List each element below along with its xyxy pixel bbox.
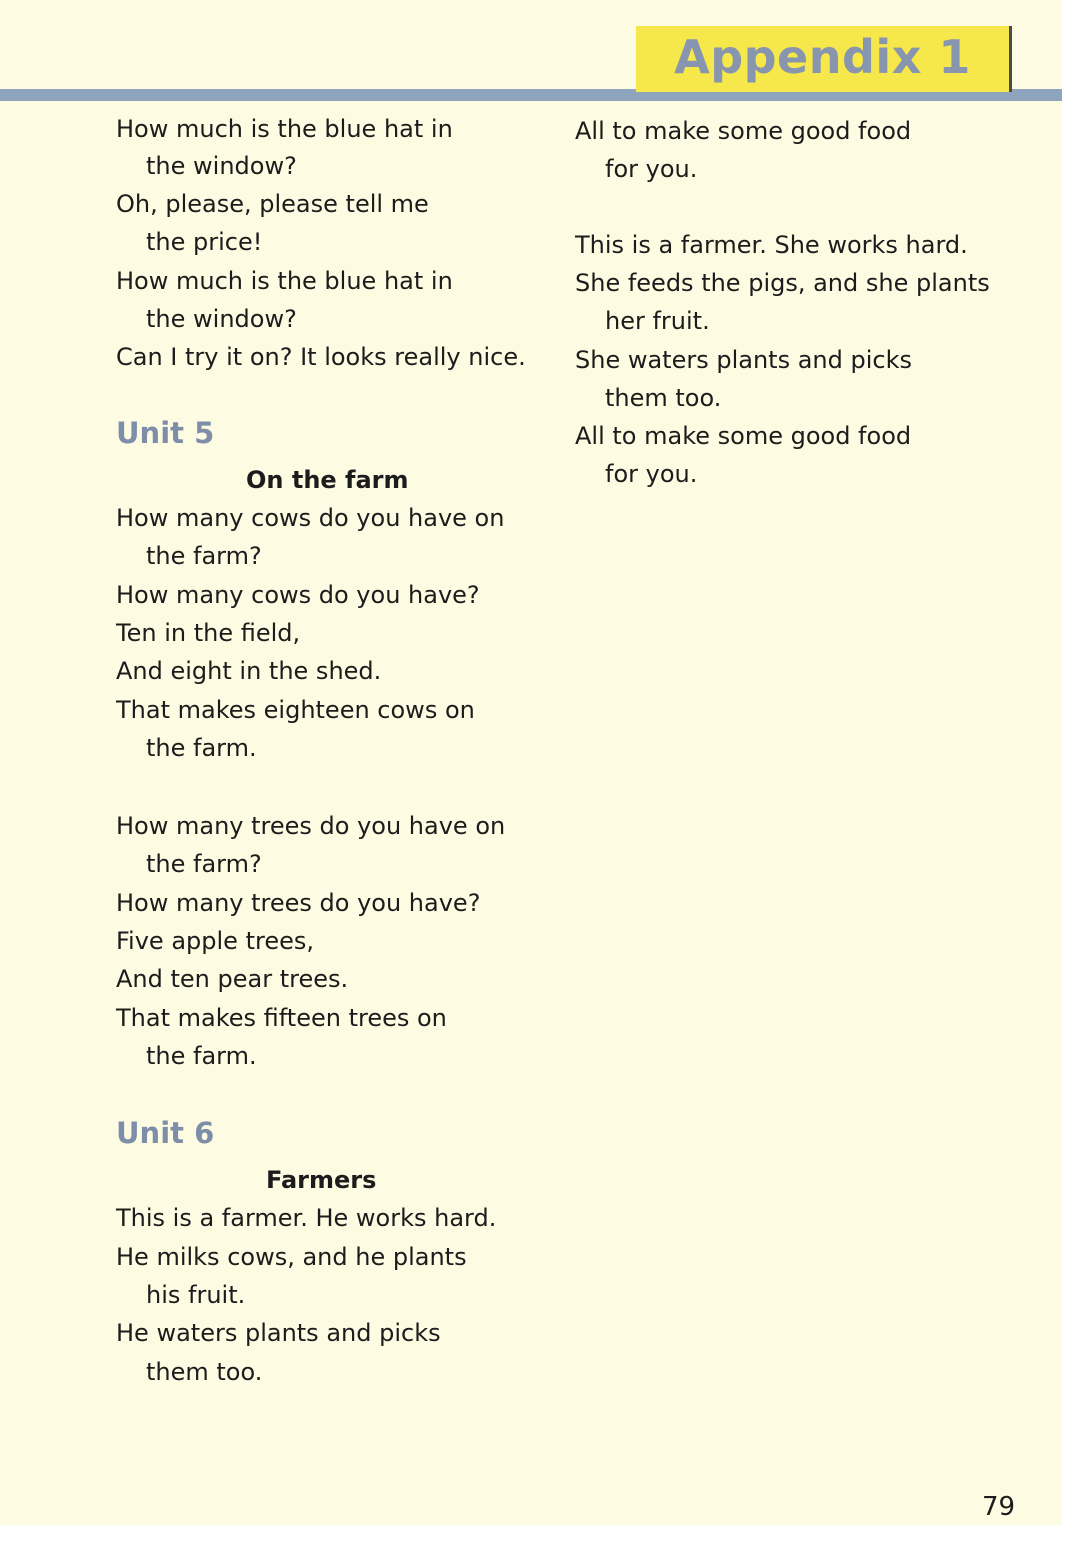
page-title: Appendix 1	[674, 30, 971, 84]
lyric-line: them too.	[146, 1358, 263, 1386]
lyric-line: All to make some good food	[575, 422, 912, 450]
lyric-line: her fruit.	[605, 307, 710, 335]
lyric-line: the window?	[146, 152, 297, 180]
lyric-line: the window?	[146, 305, 297, 333]
lyric-line: That makes fifteen trees on	[116, 1004, 447, 1032]
lyric-line: She waters plants and picks	[575, 346, 912, 374]
lyric-line: the farm?	[146, 850, 262, 878]
lyric-line: This is a farmer. He works hard.	[116, 1204, 497, 1232]
lyric-line: for you.	[605, 155, 698, 183]
header-tab	[636, 26, 1012, 92]
lyric-line: them too.	[605, 384, 722, 412]
lyric-line: the farm.	[146, 1042, 257, 1070]
lyric-line: the farm?	[146, 542, 262, 570]
unit6-song-title: Farmers	[266, 1166, 377, 1194]
lyric-line: for you.	[605, 460, 698, 488]
lyric-line: That makes eighteen cows on	[116, 696, 475, 724]
lyric-line: How many trees do you have on	[116, 812, 506, 840]
lyric-line: How much is the blue hat in	[116, 115, 453, 143]
lyric-line: Oh, please, please tell me	[116, 190, 429, 218]
lyric-line: Five apple trees,	[116, 927, 314, 955]
lyric-line: He milks cows, and he plants	[116, 1243, 467, 1271]
lyric-line: How many trees do you have?	[116, 889, 481, 917]
unit6-heading: Unit 6	[116, 1116, 215, 1150]
unit5-song-title: On the farm	[246, 466, 409, 494]
lyric-line: Ten in the field,	[116, 619, 301, 647]
unit5-heading: Unit 5	[116, 416, 215, 450]
lyric-line: the farm.	[146, 734, 257, 762]
lyric-line: How many cows do you have?	[116, 581, 480, 609]
lyric-line: his fruit.	[146, 1281, 246, 1309]
lyric-line: Can I try it on? It looks really nice.	[116, 343, 526, 371]
lyric-line: This is a farmer. She works hard.	[575, 231, 968, 259]
lyric-line: How much is the blue hat in	[116, 267, 453, 295]
lyric-line: How many cows do you have on	[116, 504, 505, 532]
lyric-line: the price!	[146, 228, 263, 256]
lyric-line: She feeds the pigs, and she plants	[575, 269, 990, 297]
page-number: 79	[982, 1492, 1016, 1522]
lyric-line: All to make some good food	[575, 117, 912, 145]
lyric-line: And eight in the shed.	[116, 657, 382, 685]
lyric-line: And ten pear trees.	[116, 965, 349, 993]
lyric-line: He waters plants and picks	[116, 1319, 441, 1347]
